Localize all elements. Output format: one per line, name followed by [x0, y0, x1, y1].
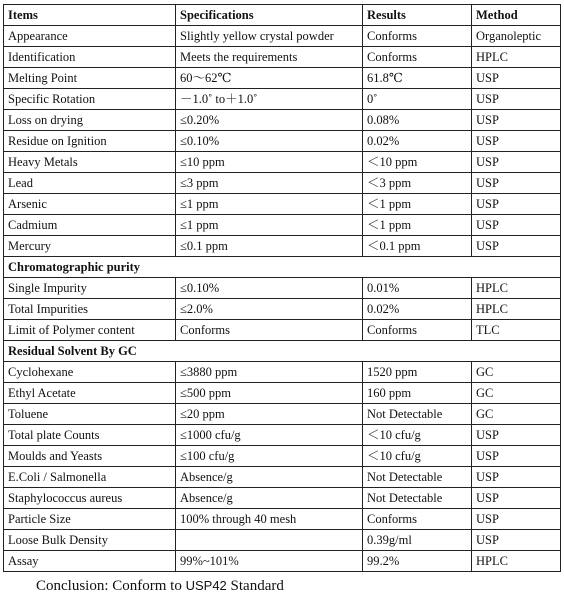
result-cell: ＜1 ppm	[363, 194, 472, 215]
table-row	[4, 152, 561, 173]
table-row	[4, 488, 561, 509]
item-cell: Appearance	[4, 26, 176, 47]
result-cell: 99.2%	[363, 551, 472, 572]
method-cell: USP	[472, 131, 561, 152]
specification-cell: ≤1 ppm	[176, 215, 363, 236]
result-cell: Conforms	[363, 320, 472, 341]
header-results: Results	[363, 5, 472, 26]
item-cell: Heavy Metals	[4, 152, 176, 173]
result-cell: 1520 ppm	[363, 362, 472, 383]
table-row	[4, 551, 561, 572]
item-cell: Melting Point	[4, 68, 176, 89]
specification-cell: Absence/g	[176, 467, 363, 488]
section-header-row	[4, 341, 561, 362]
specification-cell	[176, 530, 363, 551]
specification-table	[3, 4, 561, 572]
item-cell: Loose Bulk Density	[4, 530, 176, 551]
table-row	[4, 383, 561, 404]
result-cell: Conforms	[363, 26, 472, 47]
item-cell: Single Impurity	[4, 278, 176, 299]
header-specifications: Specifications	[176, 5, 363, 26]
method-cell: USP	[472, 110, 561, 131]
result-cell: ＜1 ppm	[363, 215, 472, 236]
result-cell: Not Detectable	[363, 467, 472, 488]
item-cell: E.Coli / Salmonella	[4, 467, 176, 488]
result-cell: 0.39g/ml	[363, 530, 472, 551]
table-row	[4, 89, 561, 110]
result-cell: Not Detectable	[363, 488, 472, 509]
item-cell: Lead	[4, 173, 176, 194]
item-cell: Total Impurities	[4, 299, 176, 320]
result-cell: ＜10 cfu/g	[363, 425, 472, 446]
specification-cell: ≤100 cfu/g	[176, 446, 363, 467]
result-cell: ＜3 ppm	[363, 173, 472, 194]
specification-cell: Slightly yellow crystal powder	[176, 26, 363, 47]
result-cell: 0.02%	[363, 299, 472, 320]
specification-cell: ≤0.10%	[176, 131, 363, 152]
method-cell: GC	[472, 362, 561, 383]
result-cell: 160 ppm	[363, 383, 472, 404]
table-row	[4, 509, 561, 530]
table-row	[4, 215, 561, 236]
table-row	[4, 110, 561, 131]
item-cell: Limit of Polymer content	[4, 320, 176, 341]
section-title: Chromatographic purity	[4, 257, 561, 278]
result-cell: Conforms	[363, 509, 472, 530]
specification-cell: ≤0.10%	[176, 278, 363, 299]
item-cell: Particle Size	[4, 509, 176, 530]
method-cell: GC	[472, 404, 561, 425]
result-cell: Conforms	[363, 47, 472, 68]
item-cell: Cyclohexane	[4, 362, 176, 383]
method-cell: USP	[472, 530, 561, 551]
table-row	[4, 404, 561, 425]
table-row	[4, 194, 561, 215]
method-cell: USP	[472, 194, 561, 215]
conclusion-standard: USP42	[185, 578, 227, 593]
item-cell: Ethyl Acetate	[4, 383, 176, 404]
item-cell: Arsenic	[4, 194, 176, 215]
item-cell: Specific Rotation	[4, 89, 176, 110]
item-cell: Total plate Counts	[4, 425, 176, 446]
item-cell: Mercury	[4, 236, 176, 257]
item-cell: Toluene	[4, 404, 176, 425]
method-cell: GC	[472, 383, 561, 404]
result-cell: ＜10 cfu/g	[363, 446, 472, 467]
item-cell: Assay	[4, 551, 176, 572]
table-row	[4, 320, 561, 341]
table-row	[4, 26, 561, 47]
table-row	[4, 131, 561, 152]
header-method: Method	[472, 5, 561, 26]
result-cell: Not Detectable	[363, 404, 472, 425]
specification-cell: ≤0.1 ppm	[176, 236, 363, 257]
result-cell: 0.01%	[363, 278, 472, 299]
table-row	[4, 467, 561, 488]
method-cell: USP	[472, 467, 561, 488]
method-cell: Organoleptic	[472, 26, 561, 47]
method-cell: HPLC	[472, 47, 561, 68]
item-cell: Identification	[4, 47, 176, 68]
table-row	[4, 236, 561, 257]
table-row	[4, 173, 561, 194]
result-cell: ＜0.1 ppm	[363, 236, 472, 257]
method-cell: USP	[472, 89, 561, 110]
specification-cell: Conforms	[176, 320, 363, 341]
specification-cell: ≤2.0%	[176, 299, 363, 320]
result-cell: ＜10 ppm	[363, 152, 472, 173]
method-cell: TLC	[472, 320, 561, 341]
method-cell: HPLC	[472, 278, 561, 299]
method-cell: USP	[472, 236, 561, 257]
specification-cell: ≤1000 cfu/g	[176, 425, 363, 446]
result-cell: 61.8℃	[363, 68, 472, 89]
table-body	[4, 26, 561, 572]
item-cell: Loss on drying	[4, 110, 176, 131]
specification-cell: ≤10 ppm	[176, 152, 363, 173]
table-row	[4, 68, 561, 89]
table-row	[4, 47, 561, 68]
item-cell: Moulds and Yeasts	[4, 446, 176, 467]
method-cell: USP	[472, 68, 561, 89]
item-cell: Staphylococcus aureus	[4, 488, 176, 509]
method-cell: USP	[472, 173, 561, 194]
method-cell: USP	[472, 215, 561, 236]
table-row	[4, 278, 561, 299]
specification-cell: Absence/g	[176, 488, 363, 509]
method-cell: USP	[472, 152, 561, 173]
header-items: Items	[4, 5, 176, 26]
specification-cell: －1.0˚ to＋1.0˚	[176, 89, 363, 110]
item-cell: Cadmium	[4, 215, 176, 236]
conclusion-prefix: Conclusion: Conform to	[36, 578, 186, 594]
result-cell: 0.02%	[363, 131, 472, 152]
table-row	[4, 362, 561, 383]
specification-cell: ≤3880 ppm	[176, 362, 363, 383]
table-row	[4, 446, 561, 467]
method-cell: USP	[472, 446, 561, 467]
result-cell: 0˚	[363, 89, 472, 110]
conclusion-text	[36, 578, 284, 595]
specification-cell: ≤3 ppm	[176, 173, 363, 194]
section-header-row	[4, 257, 561, 278]
specification-cell: 100% through 40 mesh	[176, 509, 363, 530]
item-cell: Residue on Ignition	[4, 131, 176, 152]
method-cell: USP	[472, 509, 561, 530]
method-cell: USP	[472, 488, 561, 509]
specification-cell: 99%~101%	[176, 551, 363, 572]
section-title: Residual Solvent By GC	[4, 341, 561, 362]
specification-cell: ≤0.20%	[176, 110, 363, 131]
specification-cell: ≤1 ppm	[176, 194, 363, 215]
specification-cell: 60～62℃	[176, 68, 363, 89]
table-header-row	[4, 5, 561, 26]
method-cell: HPLC	[472, 551, 561, 572]
specification-cell: Meets the requirements	[176, 47, 363, 68]
method-cell: HPLC	[472, 299, 561, 320]
conclusion-suffix: Standard	[226, 578, 284, 594]
table-row	[4, 425, 561, 446]
method-cell: USP	[472, 425, 561, 446]
table-row	[4, 299, 561, 320]
table-row	[4, 530, 561, 551]
specification-cell: ≤20 ppm	[176, 404, 363, 425]
specification-cell: ≤500 ppm	[176, 383, 363, 404]
result-cell: 0.08%	[363, 110, 472, 131]
